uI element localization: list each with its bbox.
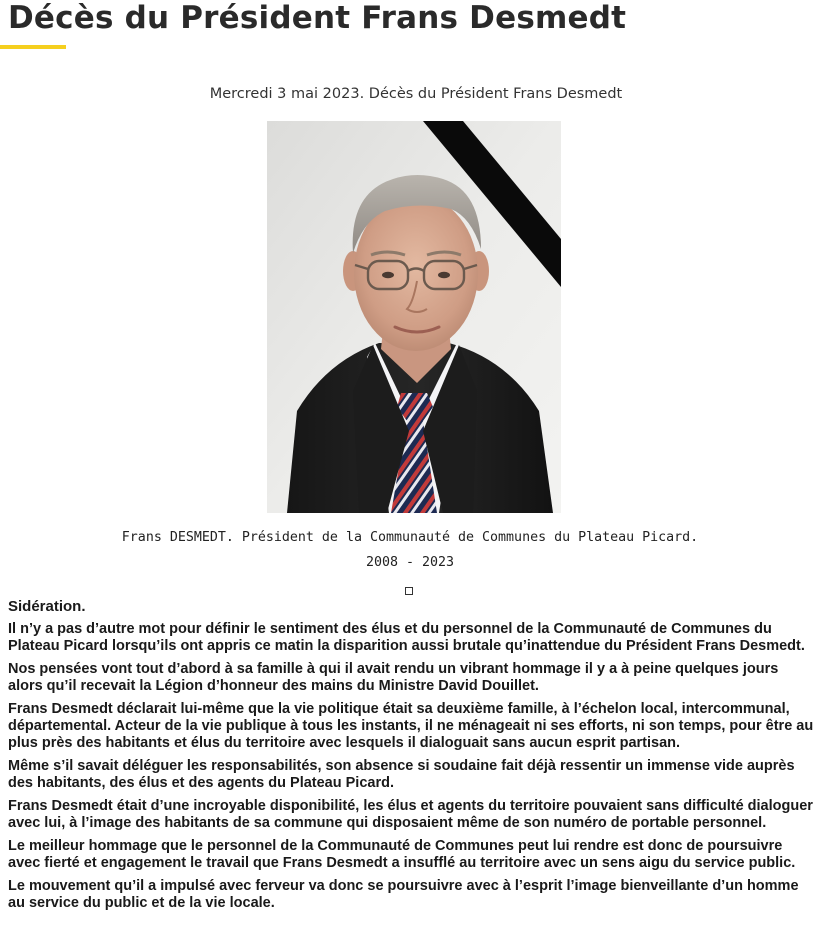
article-paragraph-6: Le meilleur hommage que le personnel de la Communauté de Communes peut lui rendre est donc de poursuivre avec fierté et engagement le travail que Frans Desmedt a insufflé au territoire avec un sens aigu du service public. [8, 838, 796, 871]
article-paragraph-3: Frans Desmedt déclarait lui-même que la vie politique était sa deuxième famille, à l’échelon local, intercommunal, départemental. Acteur de la vie publique à tous les instants, il ne ménageait ni ses efforts, ni son temps, pour être au plus près des habitants et élus du territoire avec lesquels il dialoguait sans aucun esprit partisan. [8, 701, 814, 751]
article-intro: Mercredi 3 mai 2023. Décès du Président Frans Desmedt [209, 86, 623, 102]
article-paragraph-7: Le mouvement qu’il a impulsé avec ferveur va donc se poursuivre avec à l’esprit l’image bienveillante d’un homme au service du public et de la vie locale. [8, 878, 799, 911]
article-body [8, 598, 814, 918]
article-paragraph-2: Nos pensées vont tout d’abord à sa famille à qui il avait rendu un vibrant hommage il y a à peine quelques jours alors qu’il recevait la Légion d’honneur des mains du Ministre David Douillet. [8, 661, 779, 694]
title-accent-underline [0, 45, 66, 49]
portrait-photo [267, 121, 561, 513]
missing-glyph-box [405, 587, 413, 595]
article-paragraph-4: Même s’il savait déléguer les responsabilités, son absence si soudaine fait déjà ressentir un immense vide auprès des habitants, des élus et des agents du Plateau Picard. [8, 758, 795, 791]
lead-word: Sidération. [8, 598, 86, 615]
page-title: Décès du Président Frans Desmedt [8, 0, 627, 36]
article-paragraph-1: Il n’y a pas d’autre mot pour définir le sentiment des élus et du personnel de la Communauté de Communes du Plateau Picard lorsqu’ils ont appris ce matin la disparition aussi brutale qu’inattendue du Président Frans Desmedt. [8, 621, 805, 654]
photo-caption-years: 2008 - 2023 [365, 555, 455, 570]
photo-caption-name: Frans DESMEDT. Président de la Communauté de Communes du Plateau Picard. [121, 530, 699, 545]
article-paragraph-5: Frans Desmedt était d’une incroyable disponibilité, les élus et agents du territoire pouvaient sans difficulté dialoguer avec lui, à l’image des habitants de sa commune qui disposaient même de son numéro de portable personnel. [8, 798, 813, 831]
